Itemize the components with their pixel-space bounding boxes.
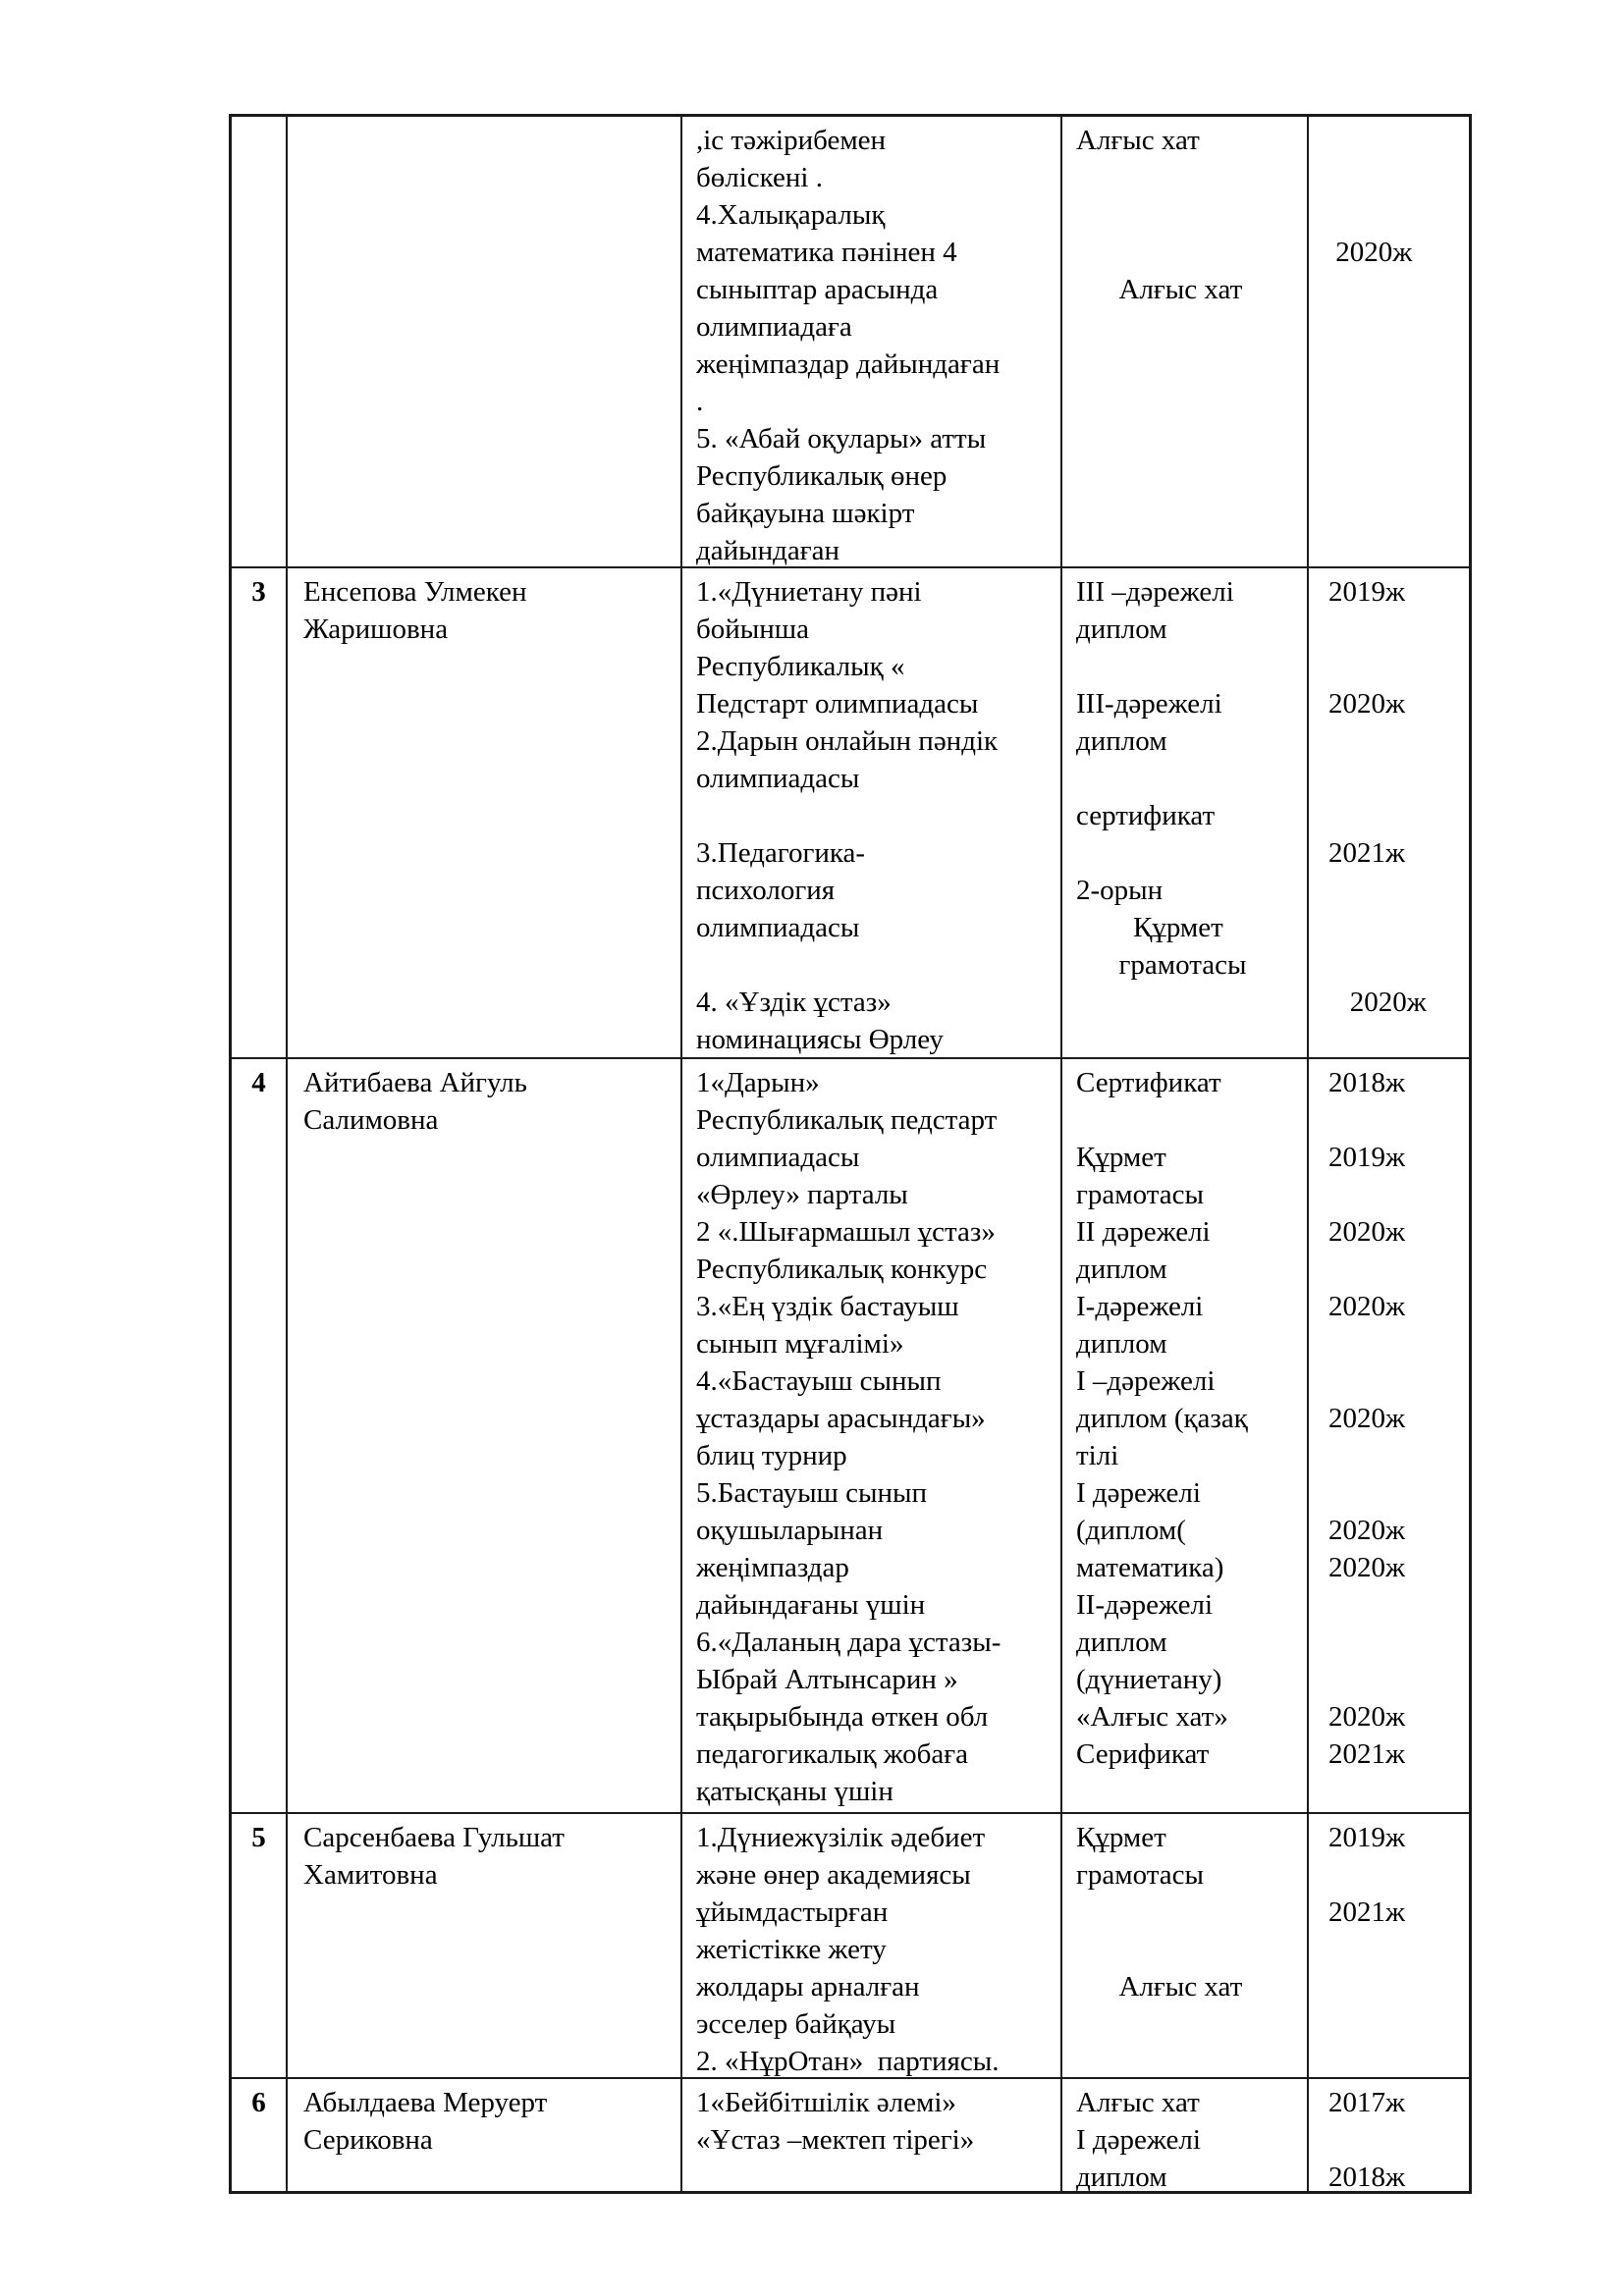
text-line: 6.«Даланың дара ұстазы-: [696, 1627, 1001, 1658]
text-line: [1328, 1474, 1469, 1512]
text-line: дайындаған: [696, 535, 840, 566]
text-line: [1076, 1931, 1305, 1968]
text-line: 1.Дүниежүзілік әдебиет: [696, 1822, 986, 1853]
text-line: Енсепова Улмекен: [303, 576, 527, 608]
cell-r0-awards: [1062, 117, 1309, 568]
text-line: сертификат: [1076, 800, 1216, 831]
text-line: .: [696, 386, 704, 417]
cell-r0-achievements: [682, 117, 1062, 568]
text-line: блиц турнир: [696, 1440, 847, 1471]
cell-r3-awards: [1062, 1814, 1309, 2079]
text-line: [1328, 872, 1469, 909]
text-line: I дәрежелі: [1076, 2124, 1201, 2156]
text-line: [1328, 159, 1469, 196]
cell-r4-achievements: [682, 2079, 1062, 2191]
text-line: диплом: [1076, 2162, 1167, 2191]
text-line: Педстарт олимпиадасы: [696, 688, 979, 720]
text-line: 1.«Дүниетану пәні: [696, 576, 922, 608]
text-line: 5. «Абай оқулары» атты: [696, 423, 987, 454]
text-line: (дүниетану): [1076, 1664, 1222, 1695]
text-line: эсселер байқауы: [696, 2008, 896, 2040]
text-line: Құрмет: [1076, 1822, 1166, 1853]
text-line: диплом (қазақ: [1076, 1403, 1248, 1434]
text-line: педагогикалық жобаға: [696, 1738, 969, 1770]
text-line: Жаришовна: [303, 614, 449, 645]
text-line: 1«Дарын»: [696, 1067, 820, 1098]
text-line: диплом: [1076, 614, 1167, 645]
text-line: «Өрлеу» парталы: [696, 1179, 908, 1210]
cell-r2-num: 4: [232, 1059, 288, 1814]
text-line: I –дәрежелі: [1076, 1365, 1216, 1397]
cell-r1-achievements: [682, 568, 1062, 1059]
text-line: психология: [696, 875, 836, 906]
text-line: ,іс тәжірибемен: [696, 125, 887, 156]
text-line: 3.«Ең үздік бастауыш: [696, 1291, 959, 1322]
cell-r2-awards: [1062, 1059, 1309, 1814]
text-line: [1328, 797, 1469, 834]
text-line: [1328, 611, 1469, 648]
text-line: Республикалық педстарт: [696, 1104, 998, 1136]
text-line: 2018ж: [1328, 1067, 1406, 1098]
text-line: 4. «Ұздік ұстаз»: [696, 987, 892, 1018]
text-line: Құрмет: [1076, 1142, 1166, 1173]
text-line: [1328, 1586, 1469, 1624]
text-line: қатысқаны үшін: [696, 1776, 893, 1807]
text-line: тақырыбында өткен обл: [696, 1701, 989, 1733]
cell-r1-num: 3: [232, 568, 288, 1059]
text-line: және өнер академиясы: [696, 1859, 971, 1891]
text-line: [1328, 1101, 1469, 1139]
text-line: математика пәнінен 4: [696, 237, 957, 268]
text-line: 2. «НұрОтан» партиясы.: [696, 2046, 1000, 2077]
text-line: Алғыс хат: [1076, 125, 1200, 156]
text-line: олимпиадасы: [696, 763, 860, 794]
text-line: [1328, 1437, 1469, 1474]
text-line: 2020ж: [1328, 1403, 1406, 1434]
text-line: жетістікке жету: [696, 1934, 887, 1965]
cell-r4-years: [1309, 2079, 1469, 2191]
text-line: II дәрежелі: [1076, 1216, 1211, 1248]
text-line: [1328, 760, 1469, 797]
text-line: олимпиадаға: [696, 311, 852, 343]
cell-r1-years: [1309, 568, 1469, 1059]
text-line: 2021ж: [1328, 1896, 1406, 1928]
text-line: [1328, 946, 1469, 984]
text-line: [1076, 196, 1305, 234]
text-line: [1076, 760, 1305, 797]
text-line: Алғыс хат: [1076, 1971, 1243, 2002]
text-line: олимпиадасы: [696, 1142, 860, 1173]
text-line: 2 «.Шығармашыл ұстаз»: [696, 1216, 996, 1248]
cell-r0-name: [288, 117, 682, 568]
text-line: 4.«Бастауыш сынып: [696, 1365, 942, 1397]
text-line: Алғыс хат: [1076, 2087, 1200, 2118]
text-line: жеңімпаздар дайындаған: [696, 348, 1001, 380]
cell-r1-name: [288, 568, 682, 1059]
text-line: [696, 946, 1056, 984]
text-line: [1328, 1624, 1469, 1661]
text-line: жолдары арналған: [696, 1971, 920, 2002]
text-line: грамотасы: [1076, 1179, 1204, 1210]
text-line: 2020ж: [1328, 1552, 1406, 1583]
text-line: Сертификат: [1076, 1067, 1221, 1098]
cell-r0-num: [232, 117, 288, 568]
text-line: сыныптар арасында: [696, 274, 939, 305]
text-line: [1076, 159, 1305, 196]
text-line: Республикалық конкурс: [696, 1254, 988, 1285]
text-line: [1328, 122, 1469, 159]
text-line: 2020ж: [1328, 1216, 1406, 1248]
text-line: [696, 797, 1056, 834]
text-line: (диплом(: [1076, 1515, 1186, 1546]
cell-r3-years: [1309, 1814, 1469, 2079]
cell-r2-years: [1309, 1059, 1469, 1814]
text-line: 3.Педагогика-: [696, 837, 866, 869]
text-line: [1328, 196, 1469, 234]
text-line: [1076, 648, 1305, 685]
text-line: номинациясы Өрлеу: [696, 1024, 944, 1055]
text-line: Құрмет: [1076, 912, 1223, 943]
text-line: [1328, 2121, 1469, 2159]
text-line: математика): [1076, 1552, 1224, 1583]
text-line: 2-орын: [1076, 875, 1164, 906]
text-line: байқауына шәкірт: [696, 498, 915, 529]
text-line: I дәрежелі: [1076, 1477, 1201, 1509]
text-line: 2017ж: [1328, 2087, 1406, 2118]
text-line: II-дәрежелі: [1076, 1589, 1214, 1621]
text-line: [1328, 1661, 1469, 1698]
text-line: Хамитовна: [303, 1859, 438, 1891]
text-line: Ыбрай Алтынсарин »: [696, 1664, 958, 1695]
text-line: «Ұстаз –мектеп тірегі»: [696, 2124, 975, 2156]
text-line: III-дәрежелі: [1076, 688, 1222, 720]
text-line: [1328, 1176, 1469, 1213]
text-line: 5.Бастауыш сынып: [696, 1477, 928, 1509]
cell-r2-achievements: [682, 1059, 1062, 1814]
text-line: 2019ж: [1328, 576, 1406, 608]
text-line: 4.Халықаралық: [696, 199, 886, 231]
text-line: ұйымдастырған: [696, 1896, 889, 1928]
text-line: Республикалық өнер: [696, 460, 947, 492]
cell-r4-awards: [1062, 2079, 1309, 2191]
cell-r3-num: 5: [232, 1814, 288, 2079]
cell-r3-achievements: [682, 1814, 1062, 2079]
text-line: грамотасы: [1076, 1859, 1204, 1891]
text-line: тілі: [1076, 1440, 1119, 1471]
text-line: 2021ж: [1328, 1738, 1406, 1770]
text-line: 1«Бейбітшілік әлемі»: [696, 2087, 956, 2118]
text-line: 2021ж: [1328, 837, 1406, 869]
cell-r0-years: [1309, 117, 1469, 568]
text-line: Сарсенбаева Гульшат: [303, 1822, 565, 1853]
text-line: [1328, 648, 1469, 685]
text-line: [1328, 1251, 1469, 1288]
text-line: I-дәрежелі: [1076, 1291, 1204, 1322]
text-line: диплом: [1076, 1254, 1167, 1285]
text-line: [1328, 722, 1469, 760]
text-line: оқушыларынан: [696, 1515, 884, 1546]
text-line: Алғыс хат: [1076, 274, 1243, 305]
text-line: 2020ж: [1328, 1291, 1406, 1322]
text-line: 2020ж: [1328, 1701, 1406, 1733]
text-line: бөліскені .: [696, 162, 823, 193]
text-line: ұстаздары арасындағы»: [696, 1403, 986, 1434]
text-line: «Алғыс хат»: [1076, 1701, 1228, 1733]
text-line: Салимовна: [303, 1104, 439, 1136]
text-line: Республикалық «: [696, 651, 905, 682]
text-line: III –дәрежелі: [1076, 576, 1234, 608]
cell-r4-name: [288, 2079, 682, 2191]
text-line: 2020ж: [1328, 987, 1427, 1018]
text-line: [1328, 1856, 1469, 1894]
text-line: бойынша: [696, 614, 809, 645]
awards-table: [229, 114, 1472, 2194]
text-line: дайындағаны үшін: [696, 1589, 926, 1621]
text-line: [1328, 909, 1469, 946]
text-line: 2020ж: [1328, 237, 1413, 268]
text-line: жеңімпаздар: [696, 1552, 849, 1583]
text-line: 2020ж: [1328, 1515, 1406, 1546]
text-line: Серификат: [1076, 1738, 1210, 1770]
cell-r4-num: 6: [232, 2079, 288, 2191]
text-line: диплом: [1076, 725, 1167, 757]
text-line: [1076, 234, 1305, 271]
text-line: Абылдаева Меруерт: [303, 2087, 548, 2118]
cell-r2-name: [288, 1059, 682, 1814]
text-line: [1076, 1894, 1305, 1931]
text-line: 2018ж: [1328, 2162, 1406, 2191]
text-line: [1076, 1101, 1305, 1139]
text-line: Айтибаева Айгуль: [303, 1067, 527, 1098]
cell-r1-awards: [1062, 568, 1309, 1059]
text-line: диплом: [1076, 1328, 1167, 1360]
text-line: 2.Дарын онлайын пәндік: [696, 725, 999, 757]
text-line: 2019ж: [1328, 1822, 1406, 1853]
cell-r3-name: [288, 1814, 682, 2079]
text-line: олимпиадасы: [696, 912, 860, 943]
text-line: сынып мұғалімі»: [696, 1328, 904, 1360]
text-line: Сериковна: [303, 2124, 433, 2156]
text-line: [1328, 1325, 1469, 1362]
text-line: 2019ж: [1328, 1142, 1406, 1173]
text-line: [1076, 834, 1305, 872]
text-line: грамотасы: [1076, 949, 1247, 981]
text-line: [1328, 1362, 1469, 1400]
text-line: диплом: [1076, 1627, 1167, 1658]
text-line: 2020ж: [1328, 688, 1406, 720]
